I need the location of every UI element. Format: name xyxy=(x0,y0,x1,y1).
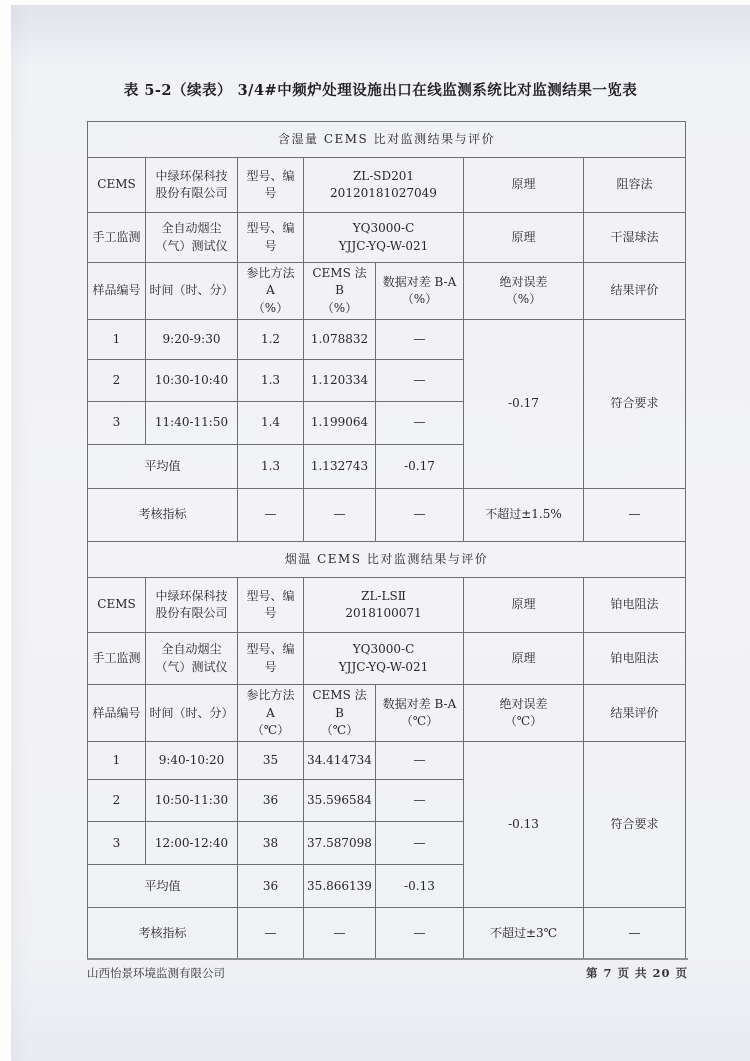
evaluation-cell: 符合要求 xyxy=(584,742,686,908)
section-temperature xyxy=(88,542,686,960)
abs-error-cell: -0.13 xyxy=(464,742,584,908)
section-title: 含湿量 CEMS 比对监测结果与评价 xyxy=(88,122,686,158)
model-line: 20120181027049 xyxy=(330,186,437,200)
ref-value-cell: — xyxy=(238,489,304,542)
time-cell: 9:40-10:20 xyxy=(146,742,238,780)
diff-cell: — xyxy=(376,780,464,822)
footer-company: 山西怡景环境监测有限公司 xyxy=(87,966,225,980)
table-row xyxy=(88,320,686,360)
cems-value-cell: — xyxy=(304,489,376,542)
model-label-cell: 型号、编号 xyxy=(238,633,304,685)
principle-value-cell: 铂电阻法 xyxy=(584,633,686,685)
header-line: 参比方法 A xyxy=(246,266,295,298)
model-line: YQ3000-C xyxy=(352,221,415,236)
evaluation-cell: 符合要求 xyxy=(584,320,686,489)
ref-value-cell: 38 xyxy=(238,822,304,865)
sample-no-cell: 3 xyxy=(88,822,146,865)
sample-no-cell: 1 xyxy=(88,320,146,360)
principle-value-cell: 阻容法 xyxy=(584,158,686,213)
time-cell: 10:30-10:40 xyxy=(146,360,238,402)
principle-label-cell: 原理 xyxy=(464,213,584,263)
sample-no-cell: 2 xyxy=(88,360,146,402)
vendor-cell xyxy=(146,633,238,685)
system-label-cell: 手工监测 xyxy=(88,633,146,685)
limit-cell: 不超过±3℃ xyxy=(464,908,584,960)
principle-value-cell: 铂电阻法 xyxy=(584,578,686,633)
ref-value-cell: 1.4 xyxy=(238,402,304,445)
principle-label-cell: 原理 xyxy=(464,158,584,213)
col-header-cems xyxy=(304,685,376,742)
diff-cell: -0.13 xyxy=(376,865,464,908)
col-header-abs-error xyxy=(464,263,584,320)
header-line: 参比方法 A xyxy=(246,688,295,720)
header-line: CEMS 法 B xyxy=(312,266,367,298)
cems-value-cell: 1.120334 xyxy=(304,360,376,402)
limit-cell: 不超过±1.5% xyxy=(464,489,584,542)
assessment-row xyxy=(88,908,686,960)
vendor-line: 股份有限公司 xyxy=(155,606,228,621)
system-label-cell: 手工监测 xyxy=(88,213,146,263)
table-row xyxy=(88,742,686,780)
diff-cell: — xyxy=(376,489,464,542)
cems-value-cell: 34.414734 xyxy=(304,742,376,780)
diff-cell: -0.17 xyxy=(376,445,464,489)
col-header-ref-method xyxy=(238,685,304,742)
header-line: 数据对差 B-A xyxy=(382,696,457,711)
vendor-line: （气）测试仪 xyxy=(155,238,228,253)
col-header-diff xyxy=(376,263,464,320)
ref-value-cell: 36 xyxy=(238,780,304,822)
page-footer xyxy=(87,958,688,981)
vendor-cell xyxy=(146,578,238,633)
col-header-diff xyxy=(376,685,464,742)
sample-no-cell: 3 xyxy=(88,402,146,445)
header-line: 绝对误差 xyxy=(499,696,548,711)
diff-cell: — xyxy=(376,360,464,402)
section-moisture xyxy=(88,122,686,542)
model-label-cell: 型号、编号 xyxy=(238,578,304,633)
ref-value-cell: — xyxy=(238,908,304,960)
header-line: CEMS 法 B xyxy=(312,688,367,720)
evaluation-cell: — xyxy=(584,908,686,960)
comparison-table xyxy=(87,121,686,960)
cems-value-cell: 37.587098 xyxy=(304,822,376,865)
cems-value-cell: 1.132743 xyxy=(304,445,376,489)
header-unit: （℃） xyxy=(504,714,543,729)
average-label-cell: 平均值 xyxy=(88,445,238,489)
header-line: 数据对差 B-A xyxy=(382,274,457,289)
diff-cell: — xyxy=(376,822,464,865)
ref-value-cell: 1.3 xyxy=(238,360,304,402)
col-header-evaluation: 结果评价 xyxy=(584,263,686,320)
system-label-cell: CEMS xyxy=(88,158,146,213)
vendor-line: 中绿环保科技 xyxy=(155,168,228,183)
vendor-cell xyxy=(146,213,238,263)
model-value-cell xyxy=(304,578,464,633)
diff-cell: — xyxy=(376,742,464,780)
principle-label-cell: 原理 xyxy=(464,633,584,685)
vendor-line: 中绿环保科技 xyxy=(155,588,228,603)
model-value-cell xyxy=(304,158,464,213)
scanned-page xyxy=(11,5,750,1061)
ref-value-cell: 35 xyxy=(238,742,304,780)
diff-cell: — xyxy=(376,320,464,360)
time-cell: 12:00-12:40 xyxy=(146,822,238,865)
col-header-sample-no: 样品编号 xyxy=(88,263,146,320)
average-label-cell: 平均值 xyxy=(88,865,238,908)
cems-value-cell: 1.078832 xyxy=(304,320,376,360)
model-line: YQ3000-C xyxy=(352,642,415,657)
ref-value-cell: 36 xyxy=(238,865,304,908)
col-header-sample-no: 样品编号 xyxy=(88,685,146,742)
col-header-abs-error xyxy=(464,685,584,742)
col-header-time: 时间（时、分） xyxy=(146,685,238,742)
header-unit: （℃） xyxy=(320,722,359,737)
assessment-label-cell: 考核指标 xyxy=(88,908,238,960)
model-value-cell xyxy=(304,633,464,685)
model-line: ZL-LSⅡ xyxy=(361,588,406,603)
header-line: 绝对误差 xyxy=(499,274,548,289)
col-header-time: 时间（时、分） xyxy=(146,263,238,320)
vendor-line: 股份有限公司 xyxy=(155,186,228,200)
cems-value-cell: 1.199064 xyxy=(304,402,376,445)
sample-no-cell: 1 xyxy=(88,742,146,780)
diff-cell: — xyxy=(376,402,464,445)
model-line: YJJC-YQ-W-021 xyxy=(338,238,429,253)
abs-error-cell: -0.17 xyxy=(464,320,584,489)
vendor-line: （气）测试仪 xyxy=(155,659,228,674)
time-cell: 10:50-11:30 xyxy=(146,780,238,822)
cems-value-cell: — xyxy=(304,908,376,960)
model-line: YJJC-YQ-W-021 xyxy=(338,659,429,674)
ref-value-cell: 1.2 xyxy=(238,320,304,360)
vendor-line: 全自动烟尘 xyxy=(161,642,222,657)
assessment-label-cell: 考核指标 xyxy=(88,489,238,542)
col-header-evaluation: 结果评价 xyxy=(584,685,686,742)
col-header-ref-method xyxy=(238,263,304,320)
header-unit: （%） xyxy=(401,292,438,307)
header-unit: （℃） xyxy=(251,722,290,737)
header-unit: （%） xyxy=(321,300,358,315)
cems-value-cell: 35.866139 xyxy=(304,865,376,908)
cems-value-cell: 35.596584 xyxy=(304,780,376,822)
model-line: ZL-SD201 xyxy=(352,168,415,183)
header-unit: （%） xyxy=(505,292,542,307)
vendor-line: 全自动烟尘 xyxy=(161,221,222,236)
evaluation-cell: — xyxy=(584,489,686,542)
header-unit: （%） xyxy=(252,300,289,315)
assessment-row xyxy=(88,489,686,542)
doc-title: 表 5-2（续表） 3/4#中频炉处理设施出口在线监测系统比对监测结果一览表 xyxy=(123,82,638,99)
ref-value-cell: 1.3 xyxy=(238,445,304,489)
model-label-cell: 型号、编号 xyxy=(238,213,304,263)
header-unit: （℃） xyxy=(400,714,439,729)
model-line: 2018100071 xyxy=(345,606,422,621)
col-header-cems xyxy=(304,263,376,320)
diff-cell: — xyxy=(376,908,464,960)
footer-page-number: 第 7 页 共 20 页 xyxy=(585,966,688,980)
vendor-cell xyxy=(146,158,238,213)
sample-no-cell: 2 xyxy=(88,780,146,822)
time-cell: 11:40-11:50 xyxy=(146,402,238,445)
section-title: 烟温 CEMS 比对监测结果与评价 xyxy=(88,542,686,578)
system-label-cell: CEMS xyxy=(88,578,146,633)
model-label-cell: 型号、编号 xyxy=(238,158,304,213)
principle-label-cell: 原理 xyxy=(464,578,584,633)
model-value-cell xyxy=(304,213,464,263)
time-cell: 9:20-9:30 xyxy=(146,320,238,360)
principle-value-cell: 干湿球法 xyxy=(584,213,686,263)
